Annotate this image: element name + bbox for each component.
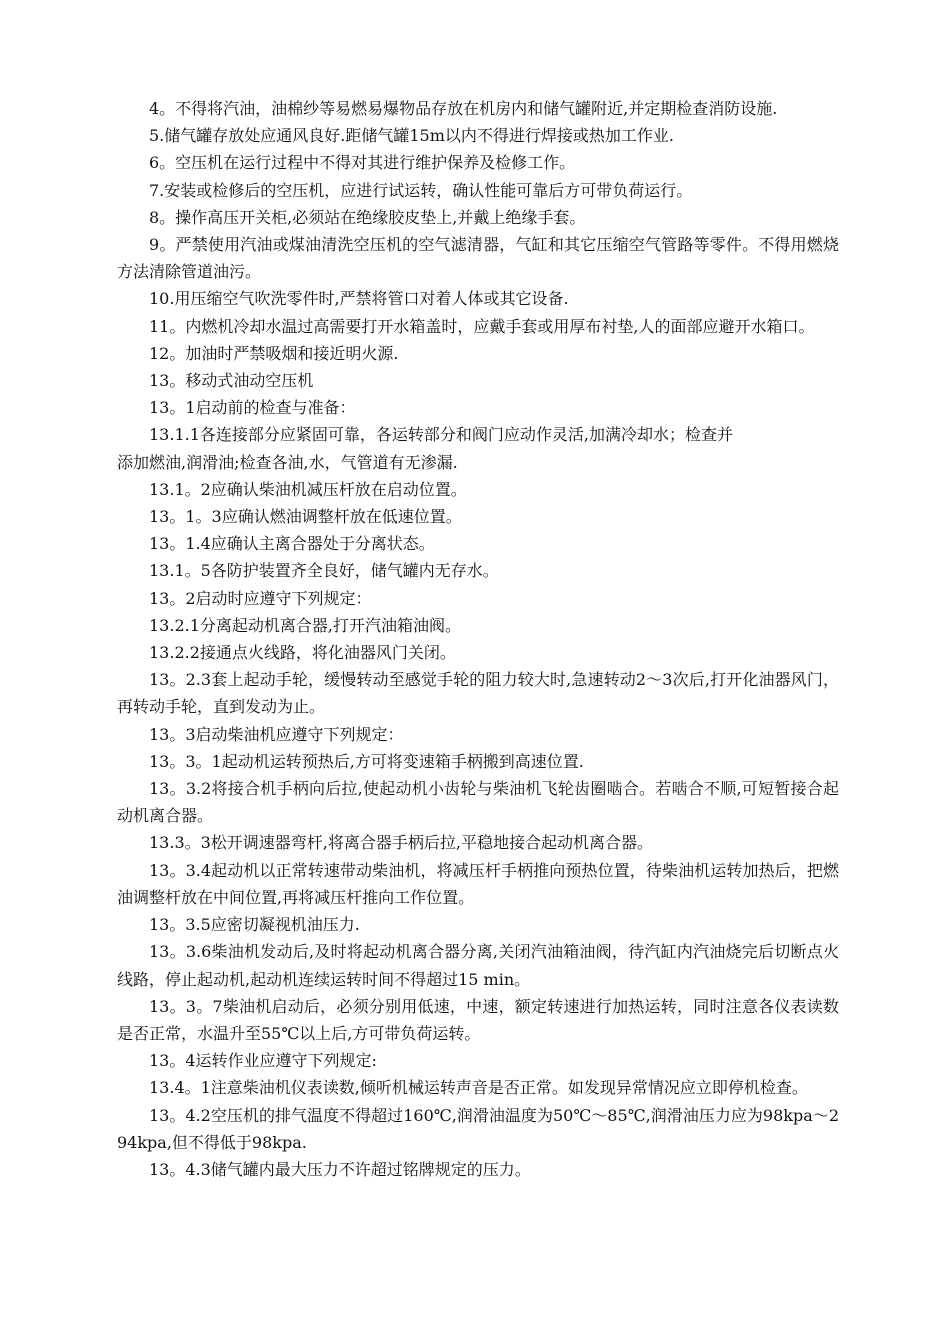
body-paragraph: 添加燃油,润滑油;检查各油,水，气管道有无渗漏. xyxy=(117,452,458,472)
body-paragraph: 13。3。7柴油机启动后，必须分别用低速，中速，额定转速进行加热运转，同时注意各仪表读数是否正常，水温升至55℃以上后,方可带负荷运转。 xyxy=(117,996,839,1043)
body-paragraph: 6。空压机在运行过程中不得对其进行维护保养及检修工作。 xyxy=(149,153,576,173)
body-paragraph: 13.2.1分离起动机离合器,打开汽油箱油阀。 xyxy=(149,615,461,635)
body-paragraph: 13。移动式油动空压机 xyxy=(149,371,314,391)
body-paragraph: 13.3。3松开调速器弯杆,将离合器手柄后拉,平稳地接合起动机离合器。 xyxy=(149,833,653,853)
body-paragraph: 13。3.4起动机以正常转速带动柴油机，将减压杆手柄推向预热位置，待柴油机运转加热后，把燃油调整杆放在中间位置,再将减压杆推向工作位置。 xyxy=(117,860,839,907)
body-paragraph: 13。4.2空压机的排气温度不得超过160℃,润滑油温度为50℃～85℃,润滑油压力应为98kpa～294kpa,但不得低于98kpa. xyxy=(117,1105,839,1152)
body-paragraph: 13。3.6柴油机发动后,及时将起动机离合器分离,关闭汽油箱油阀，待汽缸内汽油烧完后切断点火线路，停止起动机,起动机连续运转时间不得超过15 min。 xyxy=(117,942,839,989)
body-paragraph: 13.4。1注意柴油机仪表读数,倾听机械运转声音是否正常。如发现异常情况应立即停机检查。 xyxy=(149,1078,808,1098)
body-paragraph: 13.1。2应确认柴油机减压杆放在启动位置。 xyxy=(149,479,467,499)
body-paragraph: 13。3.2将接合机手柄向后拉,使起动机小齿轮与柴油机飞轮齿圈啮合。若啮合不顺,可短暂接合起动机离合器。 xyxy=(117,779,839,826)
body-paragraph: 13。1启动前的检查与准备： xyxy=(149,398,356,418)
body-paragraph: 8。操作高压开关柜,必须站在绝缘胶皮垫上,并戴上绝缘手套。 xyxy=(149,207,586,227)
body-paragraph: 7.安装或检修后的空压机，应进行试运转，确认性能可靠后方可带负荷运行。 xyxy=(149,180,693,200)
body-paragraph: 13。2启动时应遵守下列规定： xyxy=(149,588,372,608)
body-paragraph: 12。加油时严禁吸烟和接近明火源. xyxy=(149,343,399,363)
body-paragraph: 5.储气罐存放处应通风良好.距储气罐15m以内不得进行焊接或热加工作业. xyxy=(149,126,674,146)
body-paragraph: 13。1。3应确认燃油调整杆放在低速位置。 xyxy=(149,507,462,527)
body-paragraph: 13.1。5各防护装置齐全良好，储气罐内无存水。 xyxy=(149,561,499,581)
document-body xyxy=(117,95,839,1183)
body-paragraph: 10.用压缩空气吹洗零件时,严禁将管口对着人体或其它设备. xyxy=(149,289,569,309)
body-paragraph: 13。4运转作业应遵守下列规定: xyxy=(149,1051,377,1071)
body-paragraph: 13。3启动柴油机应遵守下列规定： xyxy=(149,724,404,744)
body-paragraph: 13.1.1各连接部分应紧固可靠，各运转部分和阀门应动作灵活,加满冷却水；检查并 xyxy=(149,425,733,445)
body-paragraph: 9。严禁使用汽油或煤油清洗空压机的空气滤清器，气缸和其它压缩空气管路等零件。不得用燃烧方法清除管道油污。 xyxy=(117,235,839,282)
body-paragraph: 13。1.4应确认主离合器处于分离状态。 xyxy=(149,534,435,554)
body-paragraph: 13。2.3套上起动手轮，缓慢转动至感觉手轮的阻力较大时,急速转动2～3次后,打开化油器风门，再转动手轮，直到发动为止。 xyxy=(117,670,839,717)
body-paragraph: 13.2.2接通点火线路，将化油器风门关闭。 xyxy=(149,643,456,663)
body-paragraph: 13。3。1起动机运转预热后,方可将变速箱手柄搬到高速位置. xyxy=(149,751,584,771)
body-paragraph: 11。内燃机冷却水温过高需要打开水箱盖时，应戴手套或用厚布衬垫,人的面部应避开水箱口。 xyxy=(149,316,815,336)
body-paragraph: 13。3.5应密切凝视机油压力. xyxy=(149,915,360,935)
body-paragraph: 4。不得将汽油，油棉纱等易燃易爆物品存放在机房内和储气罐附近,并定期检查消防设施. xyxy=(149,99,778,118)
body-paragraph: 13。4.3储气罐内最大压力不许超过铭牌规定的压力。 xyxy=(149,1159,531,1179)
